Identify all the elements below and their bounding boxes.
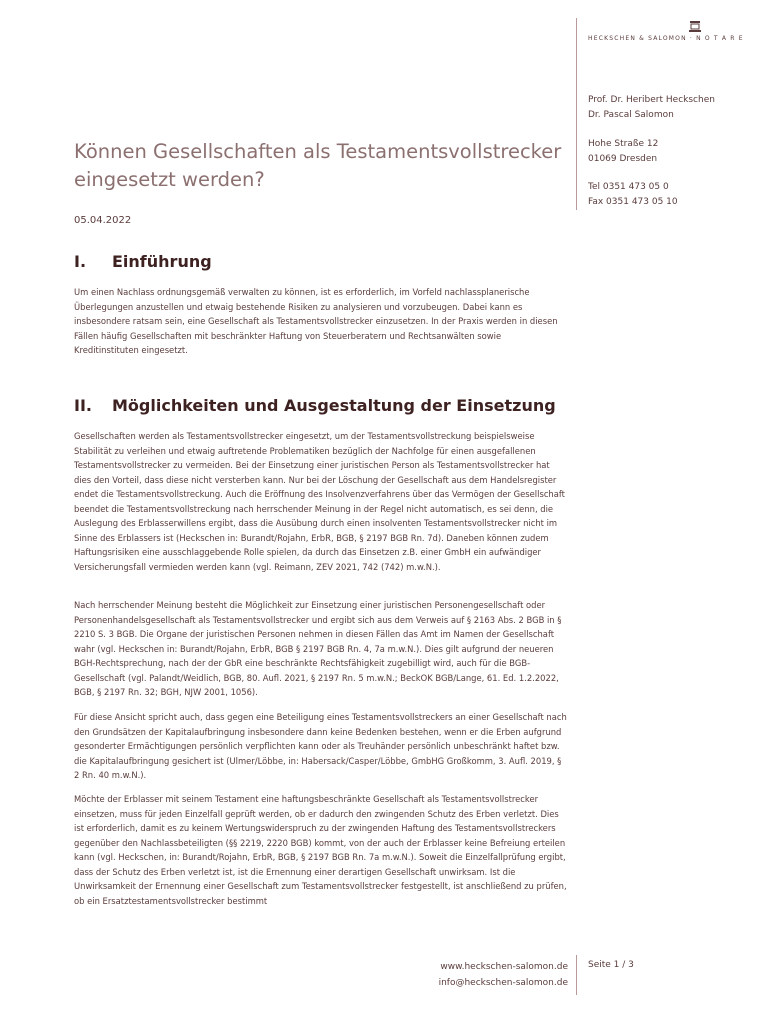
header-divider-line <box>576 18 577 210</box>
partner-names <box>588 93 715 122</box>
website-link[interactable]: www.heckschen-salomon.de <box>440 962 568 972</box>
address-block <box>588 137 658 166</box>
section-heading-possibilities <box>74 396 556 415</box>
section-title: Möglichkeiten und Ausgestaltung der Einsetzung <box>112 396 556 415</box>
footer-links <box>439 960 568 991</box>
section-title: Einführung <box>112 252 212 271</box>
email-link[interactable]: info@heckschen-salomon.de <box>438 977 568 988</box>
section-number: II. <box>74 396 92 415</box>
document-title: Können Gesellschaften als Testamentsvollstrecker eingesetzt werden? <box>74 140 562 191</box>
contact-block <box>588 180 678 209</box>
fax-number: Fax 0351 473 05 10 <box>588 196 678 207</box>
paragraph: Gesellschaften werden als Testamentsvollstrecker eingesetzt, um der Testamentsvollstreckung beispielsweise Stabilität zu verleihen und etwaig auftretende Problematiken bezüglich der Nachfolge für einen ausgefallenen Testamentsvollstrecker zu vermeiden. Bei der Einsetzung einer juristischen Person als Testamentsvollstrecker hat dies den Vorteil, dass diese nicht versterben kann. Nur bei der Löschung der Gesellschaft aus dem Handelsregister endet die Testamentsvollstreckung. Auch die Eröffnung des Insolvenzverfahrens über das Vermögen der Gesellschaft beendet die Testamentsvollstreckung nach herrschender Meinung in der Regel nicht automatisch, es sei denn, die Auslegung des Erblasserwillens ergibt, dass die Ausübung durch einen insolventen Testamentsvollstrecker nicht im Sinne des Erblassers ist (Heckschen in: Burandt/Rojahn, ErbR, BGB, § 2197 BGB Rn. 7d). Daneben können zudem Haftungsrisiken eine ausschlaggebende Rolle spielen, da durch das Einsetzen z.B. einer GmbH ein aufwändiger Versicherungsfall vermieden werden kann (vgl. Reimann, ZEV 2021, 742 (742) m.w.N.). <box>74 431 565 572</box>
logo-text: HECKSCHEN & SALOMON · N O T A R E <box>588 35 744 42</box>
address-city: 01069 Dresden <box>588 153 658 164</box>
section-number: I. <box>74 252 87 271</box>
address-street: Hohe Straße 12 <box>588 139 659 149</box>
partner-name: Prof. Dr. Heribert Heckschen <box>588 95 715 105</box>
logo <box>588 20 748 48</box>
partner-name: Dr. Pascal Salomon <box>588 109 674 120</box>
document-date: 05.04.2022 <box>74 215 132 226</box>
paragraph: Um einen Nachlass ordnungsgemäß verwalten zu können, ist es erforderlich, im Vorfeld nachlassplanerische Überlegungen anzustellen und etwaig bestehende Risiken zu analysieren und vorzubeugen. Dabei kann es insbesondere ratsam sein, eine Gesellschaft als Testamentsvollstrecker einzusetzen. In der Praxis werden in diesen Fällen häufig Gesellschaften mit beschränkter Haftung von Steuerberatern und Rechtsanwälten sowie Kreditinstituten eingesetzt. <box>74 287 558 355</box>
paragraph: Für diese Ansicht spricht auch, dass gegen eine Beteiligung eines Testamentsvollstreckers an einer Gesellschaft nach den Grundsätzen der Kapitalaufbringung insbesondere dann keine Bedenken bestehen, wenn er die Erben aufgrund gesonderter Ermächtigungen persönlich verpflichten kann oder als Treuhänder persönlich unbeschränkt haftet bzw. die Kapitalaufbringung gesichert ist (Ulmer/Löbbe, in: Habersack/Casper/Löbbe, GmbHG Großkomm, 3. Aufl. 2019, § 2 Rn. 40 m.w.N.). <box>74 712 567 780</box>
phone-number: Tel 0351 473 05 0 <box>588 182 669 192</box>
paragraph: Möchte der Erblasser mit seinem Testament eine haftungsbeschränkte Gesellschaft als Testamentsvollstrecker einsetzen, muss für jeden Einzelfall geprüft werden, ob er dadurch den zwingenden Schutz des Erben verletzt. Dies ist erforderlich, damit es zu keinem Wertungswiderspruch zu der zwingenden Haftung des Testamentsvollstreckers gegenüber den Nachlassbeteiligten (§§ 2219, 2220 BGB) kommt, von der auch der Erblasser keine Befreiung erteilen kann (vgl. Heckschen, in: Burandt/Rojahn, ErbR, BGB, § 2197 BGB Rn. 7a m.w.N.). Soweit die Einzelfallprüfung ergibt, dass der Schutz des Erben verletzt ist, ist die Ernennung einer derartigen Gesellschaft unwirksam. Ist die Unwirksamkeit der Ernennung einer Gesellschaft zum Testamentsvollstrecker festgestellt, ist anschließend zu prüfen, ob ein Ersatztestamentsvollstrecker bestimmt <box>74 794 567 906</box>
footer-divider-line <box>576 955 577 995</box>
page-number: Seite 1 / 3 <box>588 960 634 970</box>
section-heading-introduction <box>74 252 212 271</box>
paragraph: Nach herrschender Meinung besteht die Möglichkeit zur Einsetzung einer juristischen Personengesellschaft oder Personenhandelsgesellschaft als Testamentsvollstrecker und ergibt sich aus dem Verweis auf § 2163 Abs. 2 BGB in § 2210 S. 3 BGB. Die Organe der juristischen Personen nehmen in diesen Fällen das Amt im Namen der Gesellschaft wahr (vgl. Heckschen in: Burandt/Rojahn, ErbR, BGB § 2197 BGB Rn. 4, 7a m.w.N.). Dies gilt aufgrund der neueren BGH-Rechtsprechung, nach der der GbR eine beschränkte Rechtsfähigkeit zugebilligt wird, auch für die BGB-Gesellschaft (vgl. Palandt/Weidlich, BGB, 80. Aufl. 2021, § 2197 Rn. 5 m.w.N.; BeckOK BGB/Lange, 61. Ed. 1.2.2022, BGB, § 2197 Rn. 32; BGH, NJW 2001, 1056). <box>74 600 562 697</box>
seal-icon <box>688 20 702 34</box>
